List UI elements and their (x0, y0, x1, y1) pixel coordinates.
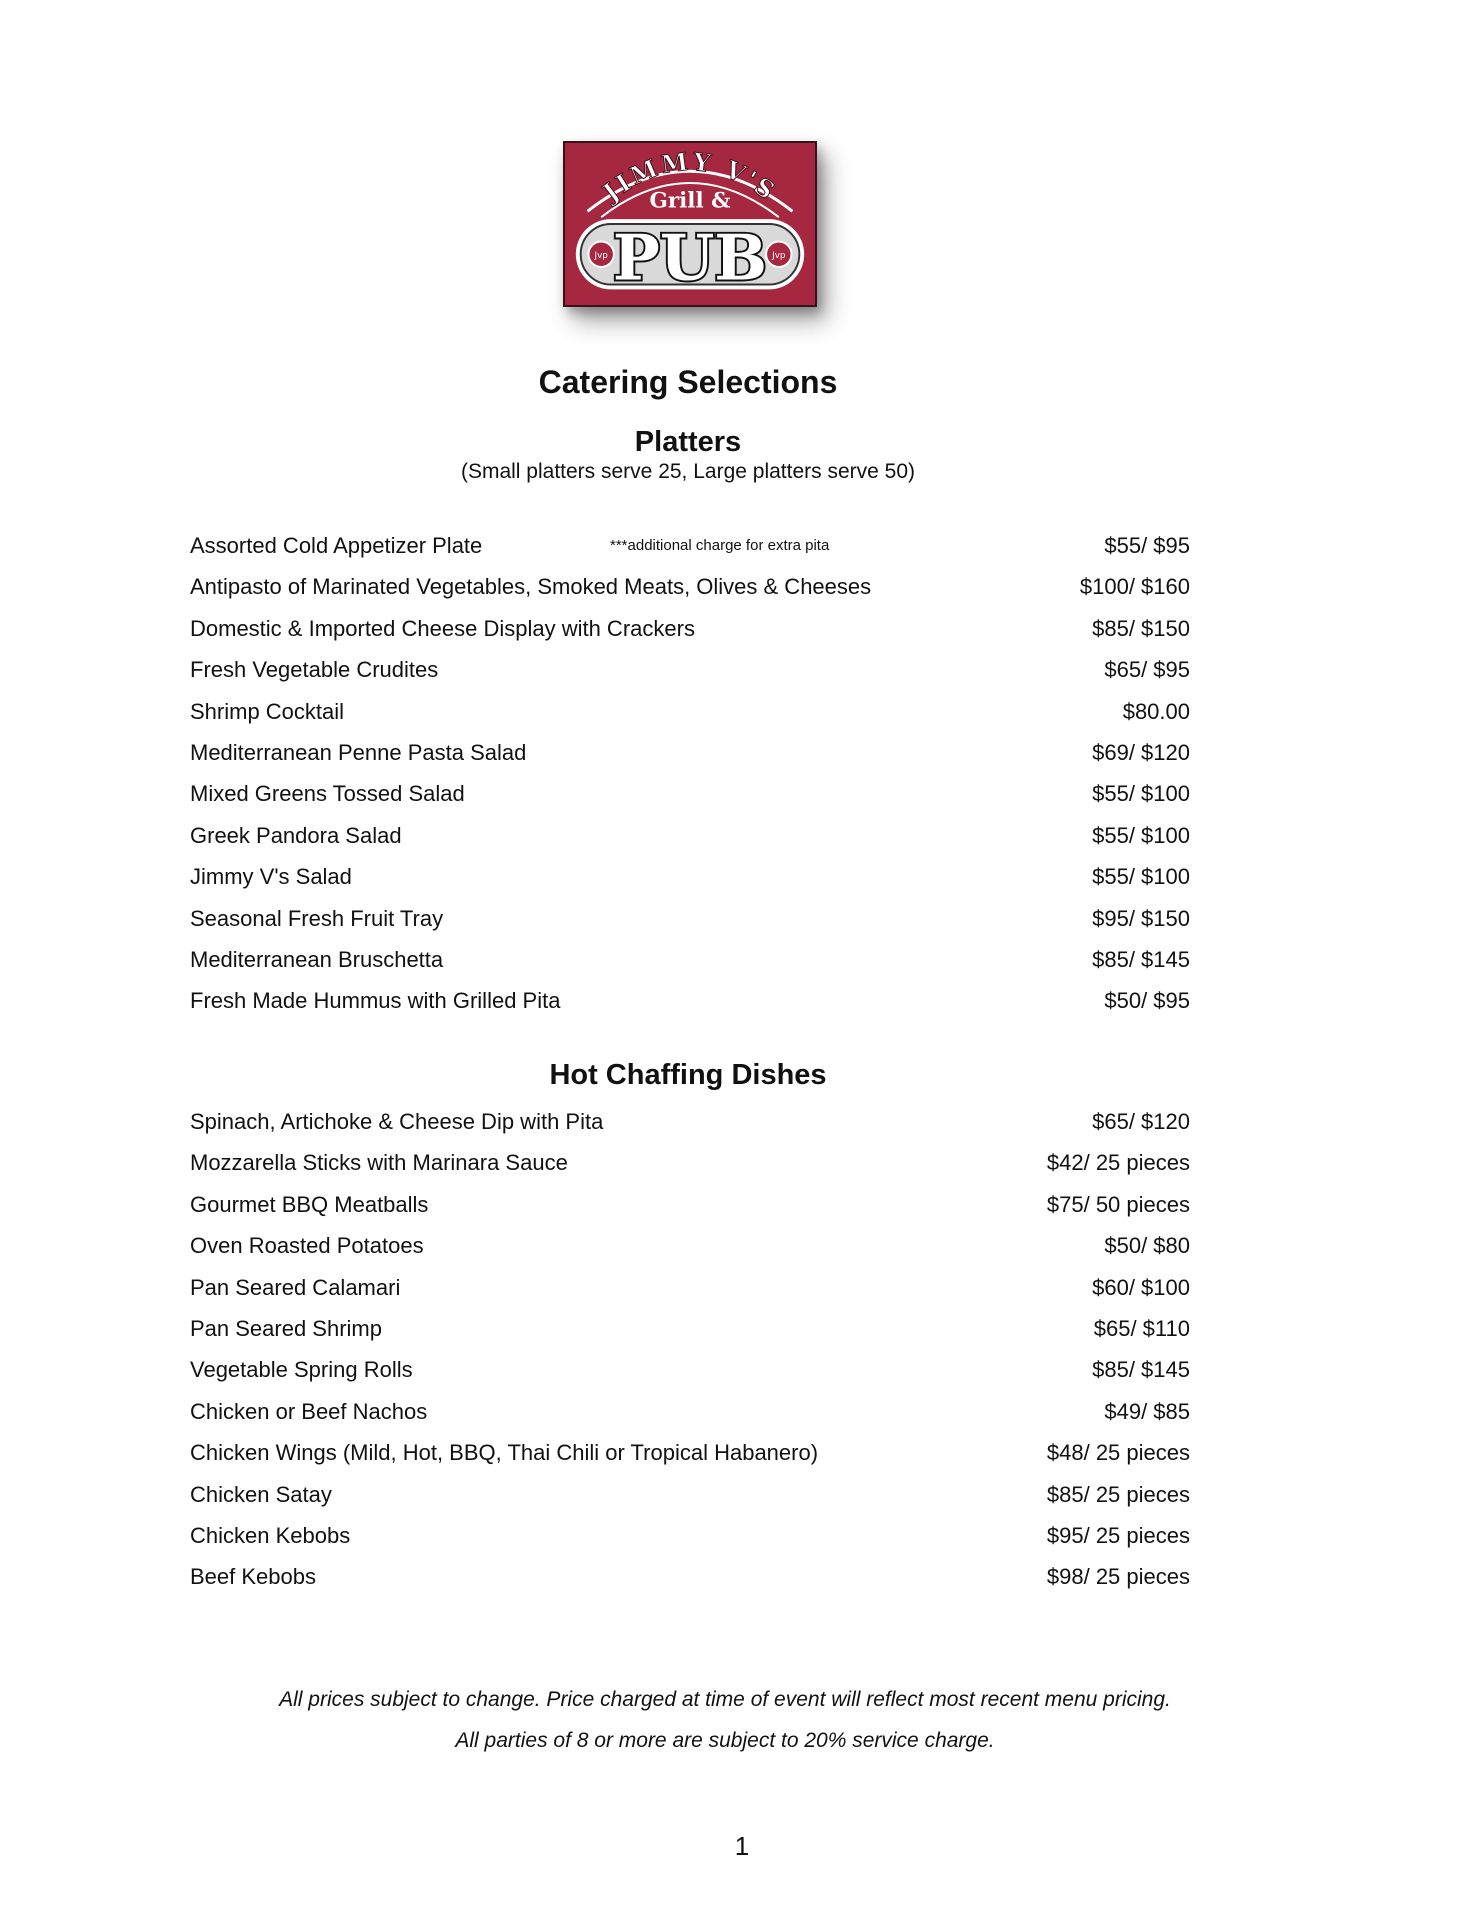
item-name: Fresh Vegetable Crudites (190, 657, 439, 683)
menu-item (190, 738, 1190, 779)
menu-item (190, 1231, 1190, 1272)
item-price: $100/ $160 (1079, 574, 1190, 600)
restaurant-logo (563, 141, 817, 307)
menu-item (190, 572, 1190, 613)
item-price: $85/ $145 (1092, 946, 1190, 972)
item-price: $95/ $150 (1092, 905, 1190, 931)
platters-subtitle: (Small platters serve 25, Large platters serve 50) (460, 460, 916, 483)
item-name: Mediterranean Penne Pasta Salad (190, 739, 527, 765)
menu-item (190, 531, 1190, 572)
item-name: Assorted Cold Appetizer Plate (190, 533, 483, 558)
item-name: Spinach, Artichoke & Cheese Dip with Pita (190, 1109, 604, 1134)
menu-item (190, 1273, 1190, 1314)
item-price: $65/ $95 (1104, 657, 1190, 683)
item-name: Pan Seared Shrimp (190, 1315, 382, 1341)
item-price: $75/ 50 pieces (1046, 1191, 1190, 1217)
item-name: Chicken Wings (Mild, Hot, BBQ, Thai Chili or Tropical Habanero) (190, 1440, 819, 1466)
item-price: $55/ $100 (1092, 864, 1190, 890)
item-price: $85/ $150 (1092, 615, 1190, 641)
item-price: $98/ 25 pieces (1046, 1564, 1190, 1590)
item-name: Shrimp Cocktail (190, 698, 345, 724)
item-name: Seasonal Fresh Fruit Tray (190, 905, 444, 931)
item-price: $65/ $110 (1093, 1315, 1190, 1341)
menu-item (190, 1148, 1190, 1189)
item-price: $50/ $95 (1104, 988, 1190, 1014)
page-number: 1 (734, 1831, 750, 1861)
item-price: $69/ $120 (1092, 739, 1190, 765)
menu-item (190, 1480, 1190, 1521)
item-price: $95/ 25 pieces (1046, 1522, 1190, 1548)
menu-item (190, 1107, 1190, 1148)
menu-item (190, 1190, 1190, 1231)
item-price: $55/ $100 (1092, 822, 1190, 848)
item-name: Chicken Kebobs (190, 1522, 351, 1548)
item-price: $50/ $80 (1104, 1233, 1190, 1259)
hot-dishes-list (190, 1107, 1190, 1604)
item-price: $55/ $95 (1104, 533, 1190, 558)
menu-item (190, 1397, 1190, 1438)
item-name: Jimmy V's Salad (190, 864, 352, 890)
item-price: $48/ 25 pieces (1046, 1440, 1190, 1466)
logo-badge-left: Jvp (594, 251, 608, 262)
item-price: $85/ 25 pieces (1046, 1481, 1190, 1507)
item-price: $60/ $100 (1092, 1274, 1190, 1300)
item-name: Greek Pandora Salad (190, 822, 402, 848)
item-price: $65/ $120 (1092, 1109, 1190, 1134)
item-name: Mixed Greens Tossed Salad (190, 781, 465, 807)
item-name: Oven Roasted Potatoes (190, 1233, 424, 1259)
page-title: Catering Selections (538, 364, 838, 400)
menu-item (190, 1355, 1190, 1396)
item-name: Vegetable Spring Rolls (190, 1357, 413, 1383)
item-name: Domestic & Imported Cheese Display with Crackers (190, 615, 695, 641)
menu-item (190, 986, 1190, 1027)
item-name: Chicken or Beef Nachos (190, 1398, 428, 1424)
menu-item (190, 1521, 1190, 1562)
logo-badge-right: Jvp (772, 251, 786, 262)
menu-item (190, 779, 1190, 820)
platters-heading: Platters (634, 426, 742, 458)
logo-line2: Grill & (649, 188, 731, 214)
platters-list (190, 531, 1190, 1028)
menu-item (190, 614, 1190, 655)
logo-line1: JIMMY V'S (597, 146, 783, 207)
item-name: Antipasto of Marinated Vegetables, Smoked Meats, Olives & Cheeses (190, 574, 872, 600)
item-price: $55/ $100 (1092, 781, 1190, 807)
item-name: Pan Seared Calamari (190, 1274, 401, 1300)
logo-line3: PUB (612, 220, 768, 295)
item-name: Beef Kebobs (190, 1564, 316, 1590)
item-name: Chicken Satay (190, 1481, 332, 1507)
item-price: $80.00 (1122, 698, 1190, 724)
item-note: ***additional charge for extra pita (610, 537, 830, 554)
menu-item (190, 1562, 1190, 1603)
item-price: $49/ $85 (1104, 1398, 1190, 1424)
menu-item (190, 697, 1190, 738)
item-name: Mozzarella Sticks with Marinara Sauce (190, 1150, 568, 1176)
menu-item (190, 821, 1190, 862)
item-name: Fresh Made Hummus with Grilled Pita (190, 988, 561, 1014)
menu-item (190, 904, 1190, 945)
item-name: Gourmet BBQ Meatballs (190, 1191, 429, 1217)
menu-item (190, 862, 1190, 903)
item-name: Mediterranean Bruschetta (190, 946, 444, 972)
hot-dishes-heading: Hot Chaffing Dishes (549, 1059, 827, 1091)
menu-item (190, 945, 1190, 986)
item-price: $85/ $145 (1092, 1357, 1190, 1383)
item-price: $42/ 25 pieces (1046, 1150, 1190, 1176)
service-charge-note: All parties of 8 or more are subject to 20% service charge. (455, 1729, 995, 1752)
menu-item (190, 655, 1190, 696)
menu-item (190, 1438, 1190, 1479)
logo-graphic (565, 143, 815, 305)
menu-item (190, 1314, 1190, 1355)
pricing-note: All prices subject to change. Price charged at time of event will reflect most recent menu pricing. (279, 1688, 1171, 1711)
